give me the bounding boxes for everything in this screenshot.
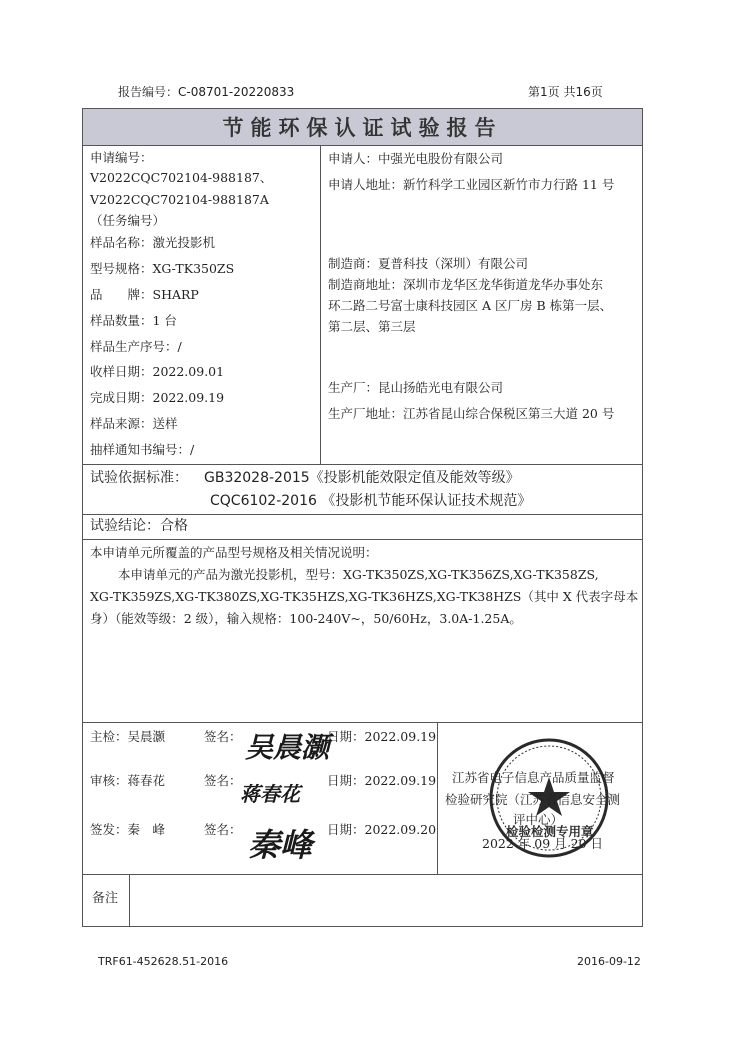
description-line-3: 身）（能效等级：2 级），输入规格：100-240V~，50/60Hz，3.0A-1.25A。 bbox=[90, 611, 522, 626]
column-divider bbox=[320, 146, 321, 464]
approver-date: 日期：2022.09.20 bbox=[327, 822, 437, 837]
reviewer: 审核：蒋春花 bbox=[90, 773, 166, 788]
inspector-signature: 吴晨灏 bbox=[245, 731, 330, 764]
sign-label: 签名： bbox=[204, 773, 242, 788]
completed-date: 完成日期：2022.09.19 bbox=[90, 390, 225, 405]
report-title: 节能环保认证试验报告 bbox=[83, 109, 642, 146]
divider bbox=[83, 464, 642, 465]
column-divider bbox=[129, 874, 130, 926]
sample-quantity: 样品数量：1 台 bbox=[90, 313, 177, 328]
approver-signature: 秦峰 bbox=[248, 826, 313, 864]
manufacturer-address-1: 制造商地址：深圳市龙华区龙华街道龙华办事处东 bbox=[328, 277, 604, 292]
standards-label: 试验依据标准： bbox=[90, 470, 188, 486]
sample-serial: 样品生产序号：/ bbox=[90, 339, 182, 354]
report-number: 报告编号：C-08701-20220833 bbox=[118, 85, 295, 99]
inspector: 主检：吴晨灏 bbox=[90, 729, 166, 744]
received-date: 收样日期：2022.09.01 bbox=[90, 364, 225, 379]
description-line-1: 本申请单元的产品为激光投影机，型号：XG-TK350ZS,XG-TK356ZS,XG-TK358ZS, bbox=[118, 567, 599, 582]
org-line-3: 评中心） bbox=[513, 812, 564, 827]
reviewer-signature: 蒋春花 bbox=[240, 782, 300, 806]
manufacturer: 制造商：夏普科技（深圳）有限公司 bbox=[328, 256, 529, 271]
form-date: 2016-09-12 bbox=[577, 955, 641, 968]
divider bbox=[83, 722, 642, 723]
description-line-2: XG-TK359ZS,XG-TK380ZS,XG-TK35HZS,XG-TK36HZS,XG-TK38HZS（其中 X 代表字母本 bbox=[90, 589, 639, 604]
manufacturer-address-3: 第二层、第三层 bbox=[328, 319, 416, 334]
approver: 签发：秦 峰 bbox=[90, 822, 166, 837]
inspector-date: 日期：2022.09.19 bbox=[327, 729, 437, 744]
standard-2: CQC6102-2016 《投影机节能环保认证技术规范》 bbox=[210, 493, 532, 509]
sample-name: 样品名称：激光投影机 bbox=[90, 235, 216, 250]
task-number: （任务编号） bbox=[90, 213, 166, 228]
applicant-address: 申请人地址：新竹科学工业园区新竹市力行路 11 号 bbox=[328, 177, 615, 192]
remarks-label: 备注 bbox=[92, 891, 119, 906]
applicant: 申请人：中强光电股份有限公司 bbox=[328, 151, 504, 166]
brand: 品 牌：SHARP bbox=[90, 287, 199, 302]
factory-address: 生产厂地址：江苏省昆山综合保税区第三大道 20 号 bbox=[328, 406, 615, 421]
org-line-2: 检验研究院（江苏省信息安全测 bbox=[445, 792, 621, 807]
sign-label: 签名： bbox=[204, 729, 242, 744]
application-number-2: V2022CQC702104-988187A bbox=[90, 192, 269, 207]
divider bbox=[83, 874, 642, 875]
standard-1: GB32028-2015《投影机能效限定值及能效等级》 bbox=[204, 470, 520, 486]
divider bbox=[83, 539, 642, 540]
sampling-notice: 抽样通知书编号：/ bbox=[90, 442, 195, 457]
divider bbox=[83, 514, 642, 515]
application-number-1: V2022CQC702104-988187、 bbox=[90, 170, 273, 185]
page-indicator: 第1页 共16页 bbox=[528, 85, 603, 99]
column-divider bbox=[437, 722, 438, 874]
sign-label: 签名： bbox=[204, 822, 242, 837]
org-line-1: 江苏省电子信息产品质量监督 bbox=[452, 770, 615, 785]
factory: 生产厂：昆山扬皓光电有限公司 bbox=[328, 380, 504, 395]
org-date: 2022 年 09 月 20 日 bbox=[482, 836, 603, 851]
model-spec: 型号规格：XG-TK350ZS bbox=[90, 261, 235, 276]
description-intro: 本申请单元所覆盖的产品型号规格及相关情况说明： bbox=[90, 545, 378, 560]
form-number: TRF61-452628.51-2016 bbox=[98, 955, 229, 968]
reviewer-date: 日期：2022.09.19 bbox=[327, 773, 437, 788]
manufacturer-address-2: 环二路二号富士康科技园区 A 区厂房 B 栋第一层、 bbox=[328, 298, 613, 313]
application-number-label: 申请编号： bbox=[90, 150, 153, 165]
sample-source: 样品来源：送样 bbox=[90, 416, 178, 431]
seal-text: 检验检测专用章 bbox=[506, 824, 594, 839]
test-conclusion: 试验结论：合格 bbox=[90, 518, 188, 534]
